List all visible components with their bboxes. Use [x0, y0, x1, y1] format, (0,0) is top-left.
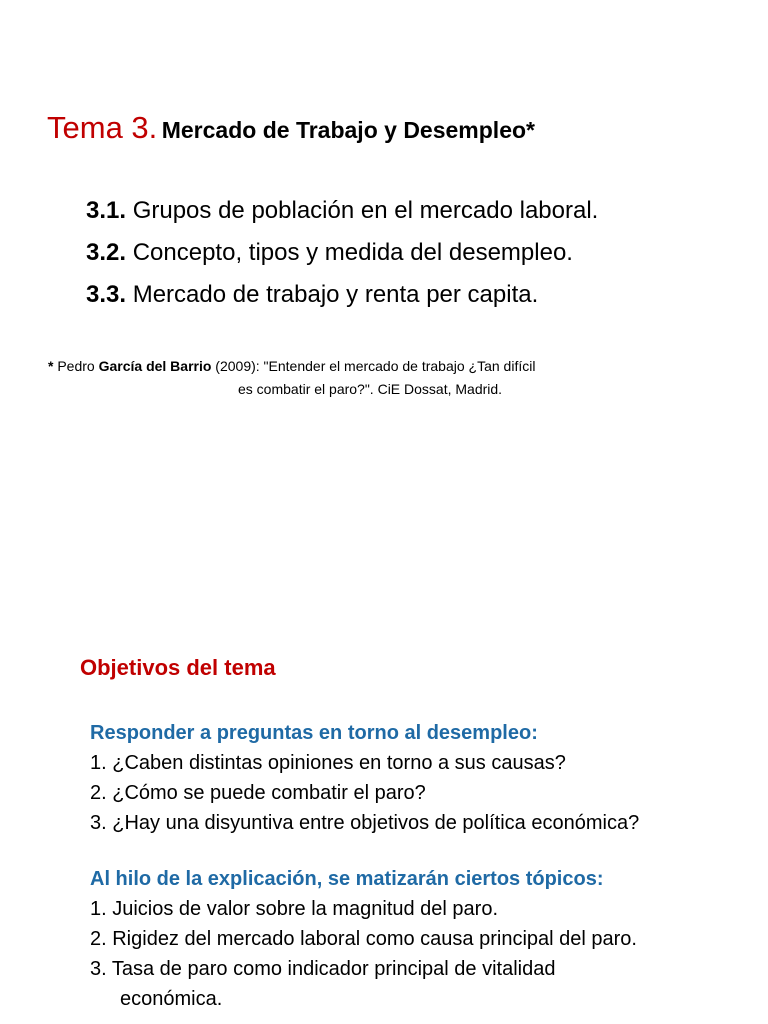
topic-number: 3.2.: [86, 239, 127, 266]
reference-author: García del Barrio: [98, 358, 212, 374]
section-heading: Responder a preguntas en torno al desempleo:: [90, 722, 538, 744]
topic-number: 3.3.: [86, 281, 127, 308]
topics-list: [86, 196, 598, 322]
topic-item: [86, 196, 598, 238]
topic-number: 3.1.: [86, 197, 127, 224]
topics-to-qualify-list: [90, 894, 637, 1014]
title-number: Tema 3.: [47, 110, 158, 145]
list-item: 2. ¿Cómo se puede combatir el paro?: [90, 782, 426, 804]
topic-text: Concepto, tipos y medida del desempleo.: [132, 239, 573, 266]
title-text: Mercado de Trabajo y Desempleo*: [161, 117, 535, 143]
reference-line-1: [48, 355, 535, 378]
list-item: 2. Rigidez del mercado laboral como causa principal del paro.: [90, 928, 637, 950]
topic-text: Mercado de trabajo y renta per capita.: [132, 281, 539, 308]
topic-item: [86, 280, 598, 322]
reference-line-2: es combatir el paro?". CiE Dossat, Madrid.: [238, 381, 503, 397]
objectives-section-topics: [90, 864, 637, 1014]
list-item-text: 3. Tasa de paro como indicador principal de vitalidad: [90, 958, 556, 980]
list-item: 1. Juicios de valor sobre la magnitud del paro.: [90, 898, 499, 920]
reference-citation: (2009): "Entender el mercado de trabajo ¿Tan difícil: [211, 358, 536, 374]
list-item: 1. ¿Caben distintas opiniones en torno a sus causas?: [90, 752, 566, 774]
reference-pre: Pedro: [53, 358, 99, 374]
topic-text: Grupos de población en el mercado laboral.: [132, 197, 599, 224]
questions-list: [90, 748, 639, 838]
objectives-section-questions: [90, 718, 639, 838]
list-item-continuation: económica.: [120, 988, 223, 1010]
reference-star: *: [48, 358, 54, 374]
objectives-title: Objetivos del tema: [80, 655, 276, 680]
section-heading: Al hilo de la explicación, se matizarán ciertos tópicos:: [90, 868, 604, 890]
page-title: [47, 112, 535, 143]
topic-item: [86, 238, 598, 280]
bibliographic-reference: [48, 355, 535, 401]
list-item: 3. ¿Hay una disyuntiva entre objetivos de política económica?: [90, 812, 640, 834]
list-item: [90, 954, 637, 1014]
